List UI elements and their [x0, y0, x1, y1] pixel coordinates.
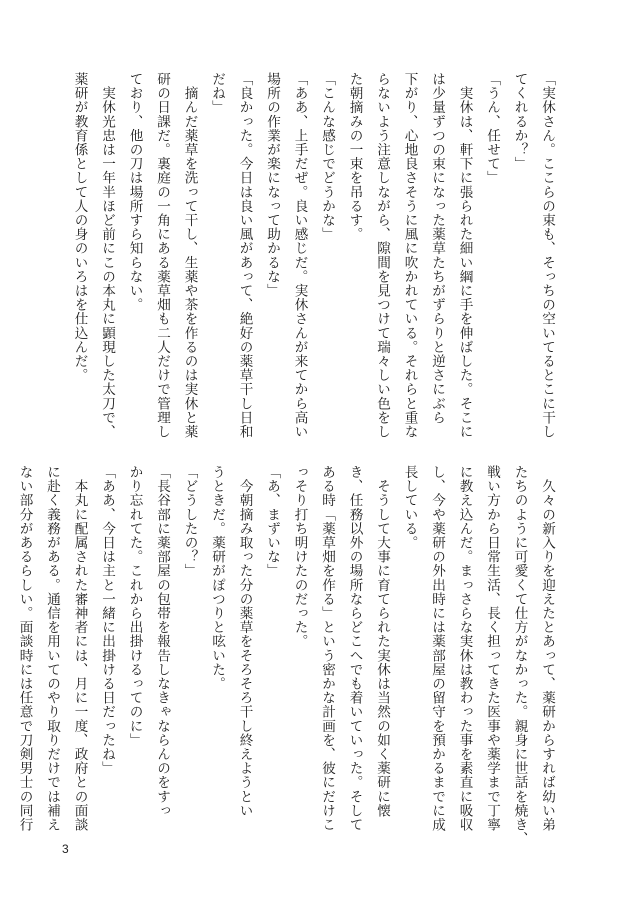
text-line: 「実休さん。ここらの束も、そっちの空いてるとこに干し	[539, 72, 555, 439]
text-line: だね」	[209, 72, 225, 115]
text-line: 実休は、軒下に張られた細い綱に手を伸ばした。そこに	[456, 72, 473, 439]
text-line: 「あ、まずいな」	[264, 465, 280, 578]
text-line: き、任務以外の場所ならどこへでも着いていった。そして	[346, 465, 363, 832]
text-line: てくれるか？」	[511, 72, 528, 171]
text-line: 久々の新入りを迎えたとあって、薬研からすれば幼い弟	[539, 465, 555, 832]
text-line: そうして大事に育てられた実休は当然の如く薬研に懐	[374, 465, 390, 818]
text-line: らないよう注意しながら、隙間を見つけて瑞々しい色をし	[374, 72, 390, 439]
text-line: 長している。	[401, 465, 418, 550]
text-line: た朝摘みの一束を吊るす。	[346, 72, 363, 242]
text-line: 「どうしたの？」	[181, 465, 198, 578]
text-line: 「こんな感じでどうかな」	[319, 72, 335, 242]
text-line: 今朝摘み取った分の薬草をそろそろ干し終えようとい	[236, 465, 253, 818]
text-line: ない部分があるらしい。面談時には任意で刀剣男士の同行	[16, 465, 33, 832]
text-line: ある時「薬草畑を作る」という密かな計画を、彼にだけこ	[319, 465, 335, 832]
text-line: 下がり、心地良さそうに風に吹かれている。それらと重な	[401, 72, 418, 439]
text-line: し、今や薬研の外出時には薬部屋の留守を預かるまでに成	[429, 465, 445, 832]
text-line: 「長谷部に薬部屋の包帯を報告しなきゃならんのをすっ	[154, 465, 170, 818]
text-line: 「良かった。今日は良い風があって、絶好の薬草干し日和	[236, 72, 253, 439]
text-line: ており、他の刀は場所すら知らない。	[126, 72, 143, 312]
text-line: 「ああ、上手だぜ。良い感じだ。実休さんが来てから高い	[291, 72, 308, 439]
text-line: 研の日課だ。裏庭の一角にある薬草畑も二人だけで管理し	[154, 72, 170, 439]
text-line: に赴く義務がある。通信を用いてのやり取りだけでは補え	[44, 465, 60, 832]
text-line: っそり打ち明けたのだった。	[291, 465, 308, 649]
text-line: は少量ずつの束になった薬草たちがずらりと逆さにぶら	[429, 72, 445, 425]
text-line: に教え込んだ。まっさらな実休は教わった事を素直に吸収	[456, 465, 473, 832]
text-line: 場所の作業が楽になって助かるな」	[264, 72, 280, 298]
text-line: 摘んだ薬草を洗って干し、生薬や茶を作るのは実休と薬	[181, 72, 198, 439]
text-line: うときだ。薬研がぽつりと呟いた。	[209, 465, 225, 691]
text-line: 戦い方から日常生活、長く担ってきた医事や薬学まで丁寧	[484, 465, 500, 832]
text-line: 実休光忠は一年半ほど前にこの本丸に顕現した太刀で、	[99, 72, 115, 439]
text-line: 本丸に配属された審神者には、月に一度、政府との面談	[71, 465, 88, 832]
text-line: 「ああ、今日は主と一緒に出掛ける日だったね」	[99, 465, 115, 776]
text-line: 「うん、任せて」	[484, 72, 500, 185]
text-line: かり忘れてた。これから出掛けるってのに」	[126, 465, 143, 747]
text-block-lower	[16, 465, 560, 846]
text-line: 薬研が教育係として人の身のいろはを仕込んだ。	[71, 72, 88, 383]
text-block-upper	[71, 72, 560, 439]
page-number: 3	[62, 842, 69, 856]
text-line: たちのように可愛くて仕方がなかった。親身に世話を焼き、	[511, 465, 528, 846]
